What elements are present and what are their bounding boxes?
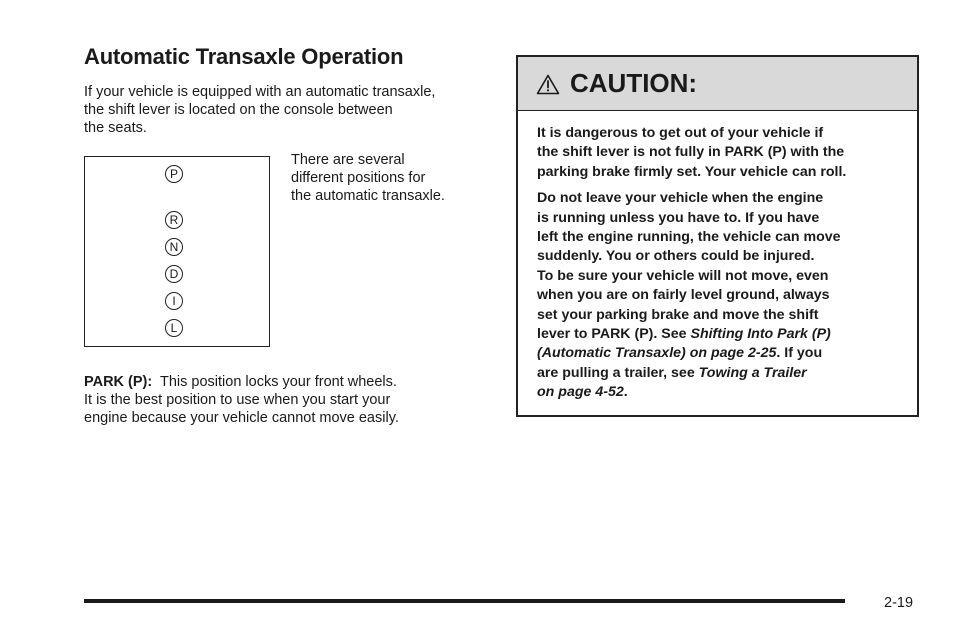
shift-position-diagram <box>84 156 270 347</box>
park-line: It is the best position to use when you start your <box>84 391 391 408</box>
park-paragraph <box>84 374 484 427</box>
caution-text: lever to PARK (P). See <box>537 326 691 343</box>
caution-line: the shift lever is not fully in PARK (P) with the <box>537 144 845 161</box>
gear-position-r: R <box>165 211 183 229</box>
caution-line: set your parking brake and move the shift <box>537 306 819 323</box>
caution-paragraph <box>537 124 907 182</box>
caution-line <box>537 364 907 383</box>
gear-position-n: N <box>165 238 183 256</box>
caption-line: the automatic transaxle. <box>291 187 445 204</box>
caution-paragraph <box>537 267 907 403</box>
section-title: Automatic Transaxle Operation <box>84 44 404 69</box>
caution-line: parking brake firmly set. Your vehicle can roll. <box>537 163 847 180</box>
cross-reference-link[interactable]: on page 4-52 <box>537 384 624 401</box>
gear-position-l: L <box>165 319 183 337</box>
park-label: PARK (P): <box>84 374 153 390</box>
diagram-caption <box>291 152 481 205</box>
warning-triangle-icon <box>536 74 560 95</box>
intro-line: If your vehicle is equipped with an automatic transaxle, <box>84 84 436 100</box>
caution-title: CAUTION: <box>570 68 698 98</box>
caption-line: different positions for <box>291 169 426 186</box>
page-number: 2-19 <box>884 595 914 611</box>
park-text: This position locks your front wheels. <box>160 374 397 390</box>
caution-box <box>516 55 919 417</box>
park-line: engine because your vehicle cannot move easily. <box>84 409 399 426</box>
caution-line <box>537 383 907 402</box>
intro-line: the shift lever is located on the console between <box>84 101 393 118</box>
cross-reference-link[interactable]: Shifting Into Park (P) <box>690 326 831 343</box>
caution-line <box>537 325 907 344</box>
caution-line: suddenly. You or others could be injured. <box>537 248 815 265</box>
caution-line: Do not leave your vehicle when the engine <box>537 190 824 207</box>
caution-text: . If you <box>776 345 823 362</box>
intro-line: the seats. <box>84 119 147 136</box>
caution-line: when you are on fairly level ground, always <box>537 287 830 304</box>
caution-paragraph <box>537 189 907 267</box>
caution-line: is running unless you have to. If you have <box>537 209 820 226</box>
caution-line <box>537 344 907 363</box>
gear-position-i: I <box>165 292 183 310</box>
caution-text: are pulling a trailer, see <box>537 364 699 381</box>
caution-text: . <box>623 384 628 401</box>
footer-rule <box>84 599 845 603</box>
cross-reference-link[interactable]: Towing a Trailer <box>698 364 807 381</box>
intro-paragraph <box>84 84 484 137</box>
caution-line: left the engine running, the vehicle can move <box>537 229 841 246</box>
gear-position-d: D <box>165 265 183 283</box>
gear-position-p: P <box>165 165 183 183</box>
park-line <box>84 374 484 392</box>
caution-line: It is dangerous to get out of your vehicle if <box>537 125 824 141</box>
caution-header <box>518 57 917 111</box>
caution-body <box>537 124 907 410</box>
cross-reference-link[interactable]: (Automatic Transaxle) on page 2-25 <box>537 345 777 362</box>
caution-line: To be sure your vehicle will not move, even <box>537 267 829 284</box>
caption-line: There are several <box>291 152 405 168</box>
